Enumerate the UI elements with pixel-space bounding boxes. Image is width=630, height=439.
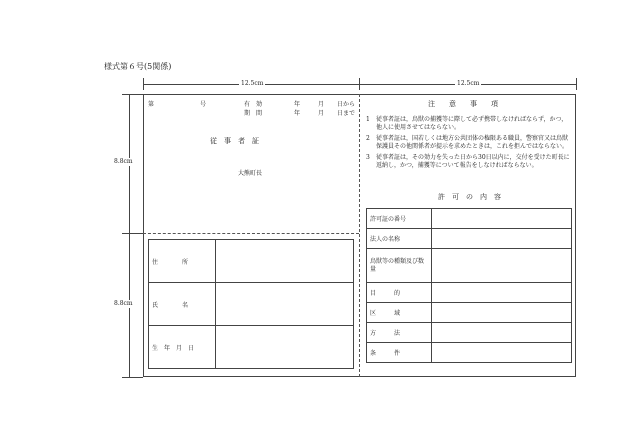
conditions-value[interactable] [432,343,572,363]
note-text: 従事者証は，その効力を失った日から30日以内に，交付を受けた町長に返納し，かつ，捕獲等について報告をしなければならない。 [376,154,570,169]
number-suffix: 号 [200,101,207,108]
issuer-name: 大熊町長 [238,170,263,177]
horizontal-fold-line [143,233,359,234]
corporation-name-value[interactable] [432,229,572,249]
form-title: 様式第６号(5関係) [104,62,172,71]
month-label: 月 [318,101,325,108]
card-title: 従 事 者 証 [210,137,259,145]
area-value[interactable] [432,303,572,323]
purpose-value[interactable] [432,283,572,303]
address-label: 住 所 [149,240,216,283]
purpose-label: 目 的 [367,283,432,303]
address-value[interactable] [216,240,354,283]
note-item [366,116,572,132]
method-value[interactable] [432,323,572,343]
conditions-label: 条 件 [367,343,432,363]
notes-list [366,116,572,170]
width-left-label: 12.5cm [241,80,264,87]
width-right-label: 12.5cm [457,80,480,87]
species-quantity-label: 鳥獣等の種類及び数量 [367,249,432,283]
corporation-name-label: 法人の名称 [367,229,432,249]
from-label: 日から [337,101,356,108]
year-label-2: 年 [294,110,301,117]
height-top-label: 8.8cm [114,158,133,165]
name-label: 氏 名 [149,283,216,326]
year-label: 年 [294,101,301,108]
number-label: 第 [148,101,155,108]
permit-number-label: 許可証の番号 [367,209,432,229]
notes-title: 注 意 事 項 [428,100,498,108]
note-text: 従事者証は，鳥獣の捕獲等に際して必ず携帯しなければならず，かつ，他人に使用させてはならない。 [376,116,568,131]
method-label: 方 法 [367,323,432,343]
note-text: 従事者証は，国若しくは地方公共団体の権限ある職員，警察官又は鳥獣保護員その他関係者が提示を求めたときは，これを拒んではならない。 [376,135,569,150]
holder-info-table [148,239,354,369]
note-number: 3 [366,154,370,161]
area-label: 区 域 [367,303,432,323]
note-item [366,135,572,151]
note-number: 2 [366,135,370,142]
permit-title: 許 可 の 内 容 [438,193,501,201]
name-value[interactable] [216,283,354,326]
note-item [366,154,572,170]
birthdate-value[interactable] [216,326,354,369]
note-number: 1 [366,116,370,123]
species-quantity-value[interactable] [432,249,572,283]
permit-table [366,208,572,363]
month-label-2: 月 [318,110,325,117]
valid-label: 有 効 [244,101,263,108]
birthdate-label: 生 年 月 日 [149,326,216,369]
height-bottom-label: 8.8cm [114,300,133,307]
period-label: 期 間 [244,110,263,117]
to-label: 日まで [337,110,356,117]
permit-number-value[interactable] [432,209,572,229]
vertical-fold-line [359,94,360,377]
